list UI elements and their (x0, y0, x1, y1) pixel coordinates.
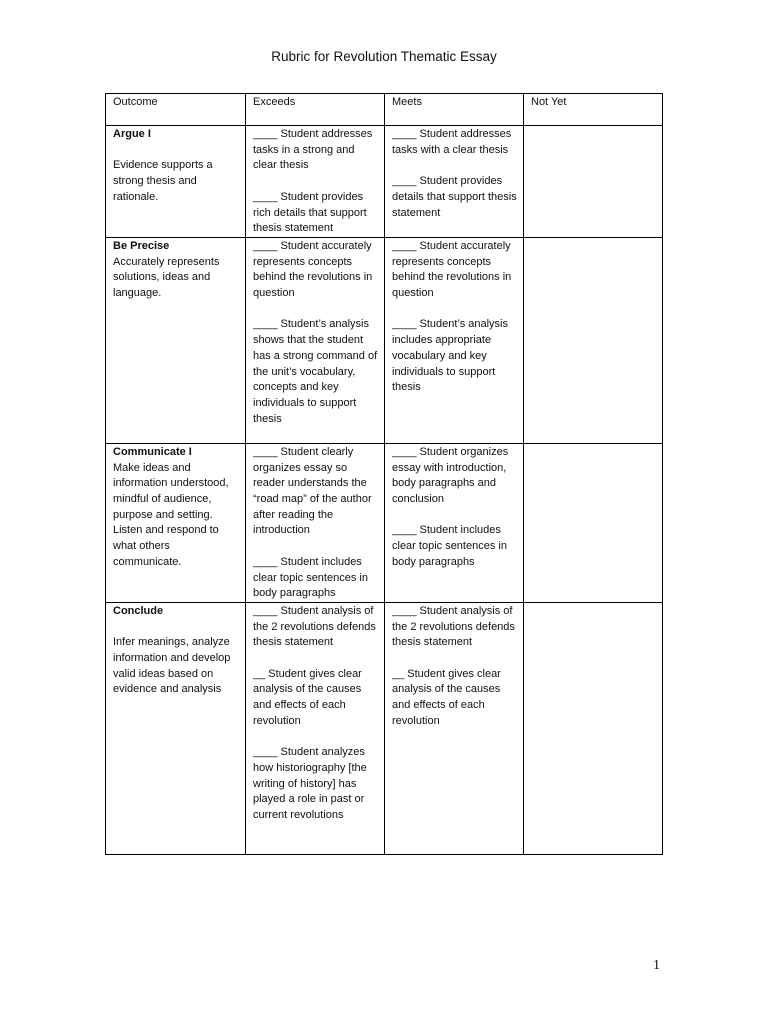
table-row (106, 237, 663, 443)
criterion: ____ Student clearly organizes essay so reader understands the “road map” of the author after reading the introduction (253, 445, 372, 537)
exceeds-cell (246, 602, 385, 854)
criterion: __ Student gives clear analysis of the causes and effects of each revolution (392, 667, 501, 727)
exceeds-cell (246, 237, 385, 443)
criterion: ____ Student includes clear topic sentences in body paragraphs (253, 555, 368, 600)
outcome-cell (106, 443, 246, 602)
outcome-description: Make ideas and information understood, mindful of audience, purpose and setting. Listen and respond to what others communicate. (113, 461, 229, 568)
criterion: ____ Student addresses tasks with a clear thesis (392, 128, 512, 156)
table-row (106, 443, 663, 602)
outcome-name: Argue I (113, 128, 151, 140)
exceeds-cell (246, 126, 385, 238)
outcome-cell (106, 602, 246, 854)
header-not-yet: Not Yet (524, 94, 663, 126)
table-header-row (106, 94, 663, 126)
outcome-description: Accurately represents solutions, ideas and language. (113, 255, 220, 300)
criterion: ____ Student provides details that support thesis statement (392, 175, 517, 219)
outcome-cell (106, 237, 246, 443)
outcome-description: Evidence supports a strong thesis and rationale. (113, 159, 213, 203)
criterion: ____ Student includes clear topic sentences in body paragraphs (392, 524, 507, 568)
criterion: ____ Student provides rich details that support thesis statement (253, 190, 367, 235)
header-meets: Meets (385, 94, 524, 126)
not-yet-cell (524, 237, 663, 443)
meets-cell (385, 237, 524, 443)
meets-cell (385, 126, 524, 238)
not-yet-cell (524, 602, 663, 854)
outcome-name: Be Precise (113, 239, 170, 252)
outcome-name: Conclude (113, 604, 164, 617)
outcome-description: Infer meanings, analyze information and develop valid ideas based on evidence and analysis (113, 636, 231, 696)
header-outcome: Outcome (106, 94, 246, 126)
outcome-cell (106, 126, 246, 238)
document-title: Rubric for Revolution Thematic Essay (271, 49, 497, 64)
criterion: ____ Student’s analysis includes appropriate vocabulary and key individuals to support thesis (392, 318, 508, 394)
criterion: ____ Student accurately represents concepts behind the revolutions in question (392, 239, 512, 300)
criterion: ____ Student analyzes how historiography [the writing of history] has played a role in past or current revolutions (253, 746, 367, 822)
criterion: ____ Student analysis of the 2 revolutions defends thesis statement (392, 604, 515, 649)
meets-cell (385, 602, 524, 854)
table-row (106, 602, 663, 854)
not-yet-cell (524, 443, 663, 602)
rubric-table (105, 93, 663, 855)
page-number: 1 (653, 958, 660, 973)
criterion: ____ Student addresses tasks in a strong and clear thesis (253, 128, 373, 172)
header-exceeds: Exceeds (246, 94, 385, 126)
not-yet-cell (524, 126, 663, 238)
exceeds-cell (246, 443, 385, 602)
criterion: ____ Student analysis of the 2 revolutions defends thesis statement (253, 604, 376, 649)
table-row (106, 126, 663, 238)
criterion: __ Student gives clear analysis of the causes and effects of each revolution (253, 667, 362, 727)
outcome-name: Communicate I (113, 445, 192, 458)
criterion: ____ Student organizes essay with introduction, body paragraphs and conclusion (392, 445, 509, 506)
criterion: ____ Student’s analysis shows that the student has a strong command of the unit’s vocabulary, concepts and key individuals to support thesis (253, 318, 378, 425)
criterion: ____ Student accurately represents concepts behind the revolutions in question (253, 239, 373, 300)
meets-cell (385, 443, 524, 602)
